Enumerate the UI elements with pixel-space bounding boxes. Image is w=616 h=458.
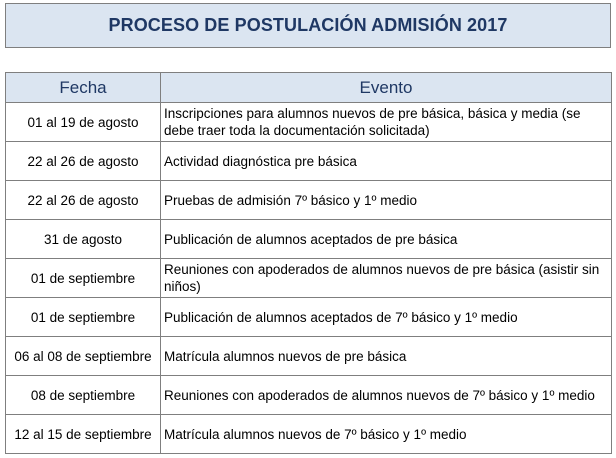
fecha-cell: 22 al 26 de agosto [6,142,161,181]
table-row [6,259,612,298]
fecha-cell: 08 de septiembre [6,376,161,415]
table-row [6,415,612,454]
fecha-cell: 01 al 19 de agosto [6,103,161,142]
table-row [6,103,612,142]
schedule-table [5,72,612,454]
evento-cell: Pruebas de admisión 7º básico y 1º medio [161,181,612,220]
table-row [6,376,612,415]
evento-cell: Actividad diagnóstica pre básica [161,142,612,181]
fecha-cell: 12 al 15 de septiembre [6,415,161,454]
fecha-cell: 31 de agosto [6,220,161,259]
table-header-row [6,73,612,103]
fecha-column-header: Fecha [6,73,161,103]
page-title: PROCESO DE POSTULACIÓN ADMISIÓN 2017 [5,3,611,48]
fecha-cell: 01 de septiembre [6,259,161,298]
fecha-cell: 22 al 26 de agosto [6,181,161,220]
evento-cell: Matrícula alumnos nuevos de pre básica [161,337,612,376]
evento-cell: Matrícula alumnos nuevos de 7º básico y 1º medio [161,415,612,454]
evento-cell: Reuniones con apoderados de alumnos nuevos de 7º básico y 1º medio [161,376,612,415]
table-row [6,337,612,376]
table-row [6,298,612,337]
table-row [6,142,612,181]
evento-cell: Publicación de alumnos aceptados de 7º básico y 1º medio [161,298,612,337]
table-row [6,220,612,259]
evento-cell: Inscripciones para alumnos nuevos de pre básica, básica y media (se debe traer toda la documentación solicitada) [161,103,612,142]
evento-column-header: Evento [161,73,612,103]
fecha-cell: 01 de septiembre [6,298,161,337]
table-row [6,181,612,220]
evento-cell: Publicación de alumnos aceptados de pre básica [161,220,612,259]
evento-cell: Reuniones con apoderados de alumnos nuevos de pre básica (asistir sin niños) [161,259,612,298]
fecha-cell: 06 al 08 de septiembre [6,337,161,376]
